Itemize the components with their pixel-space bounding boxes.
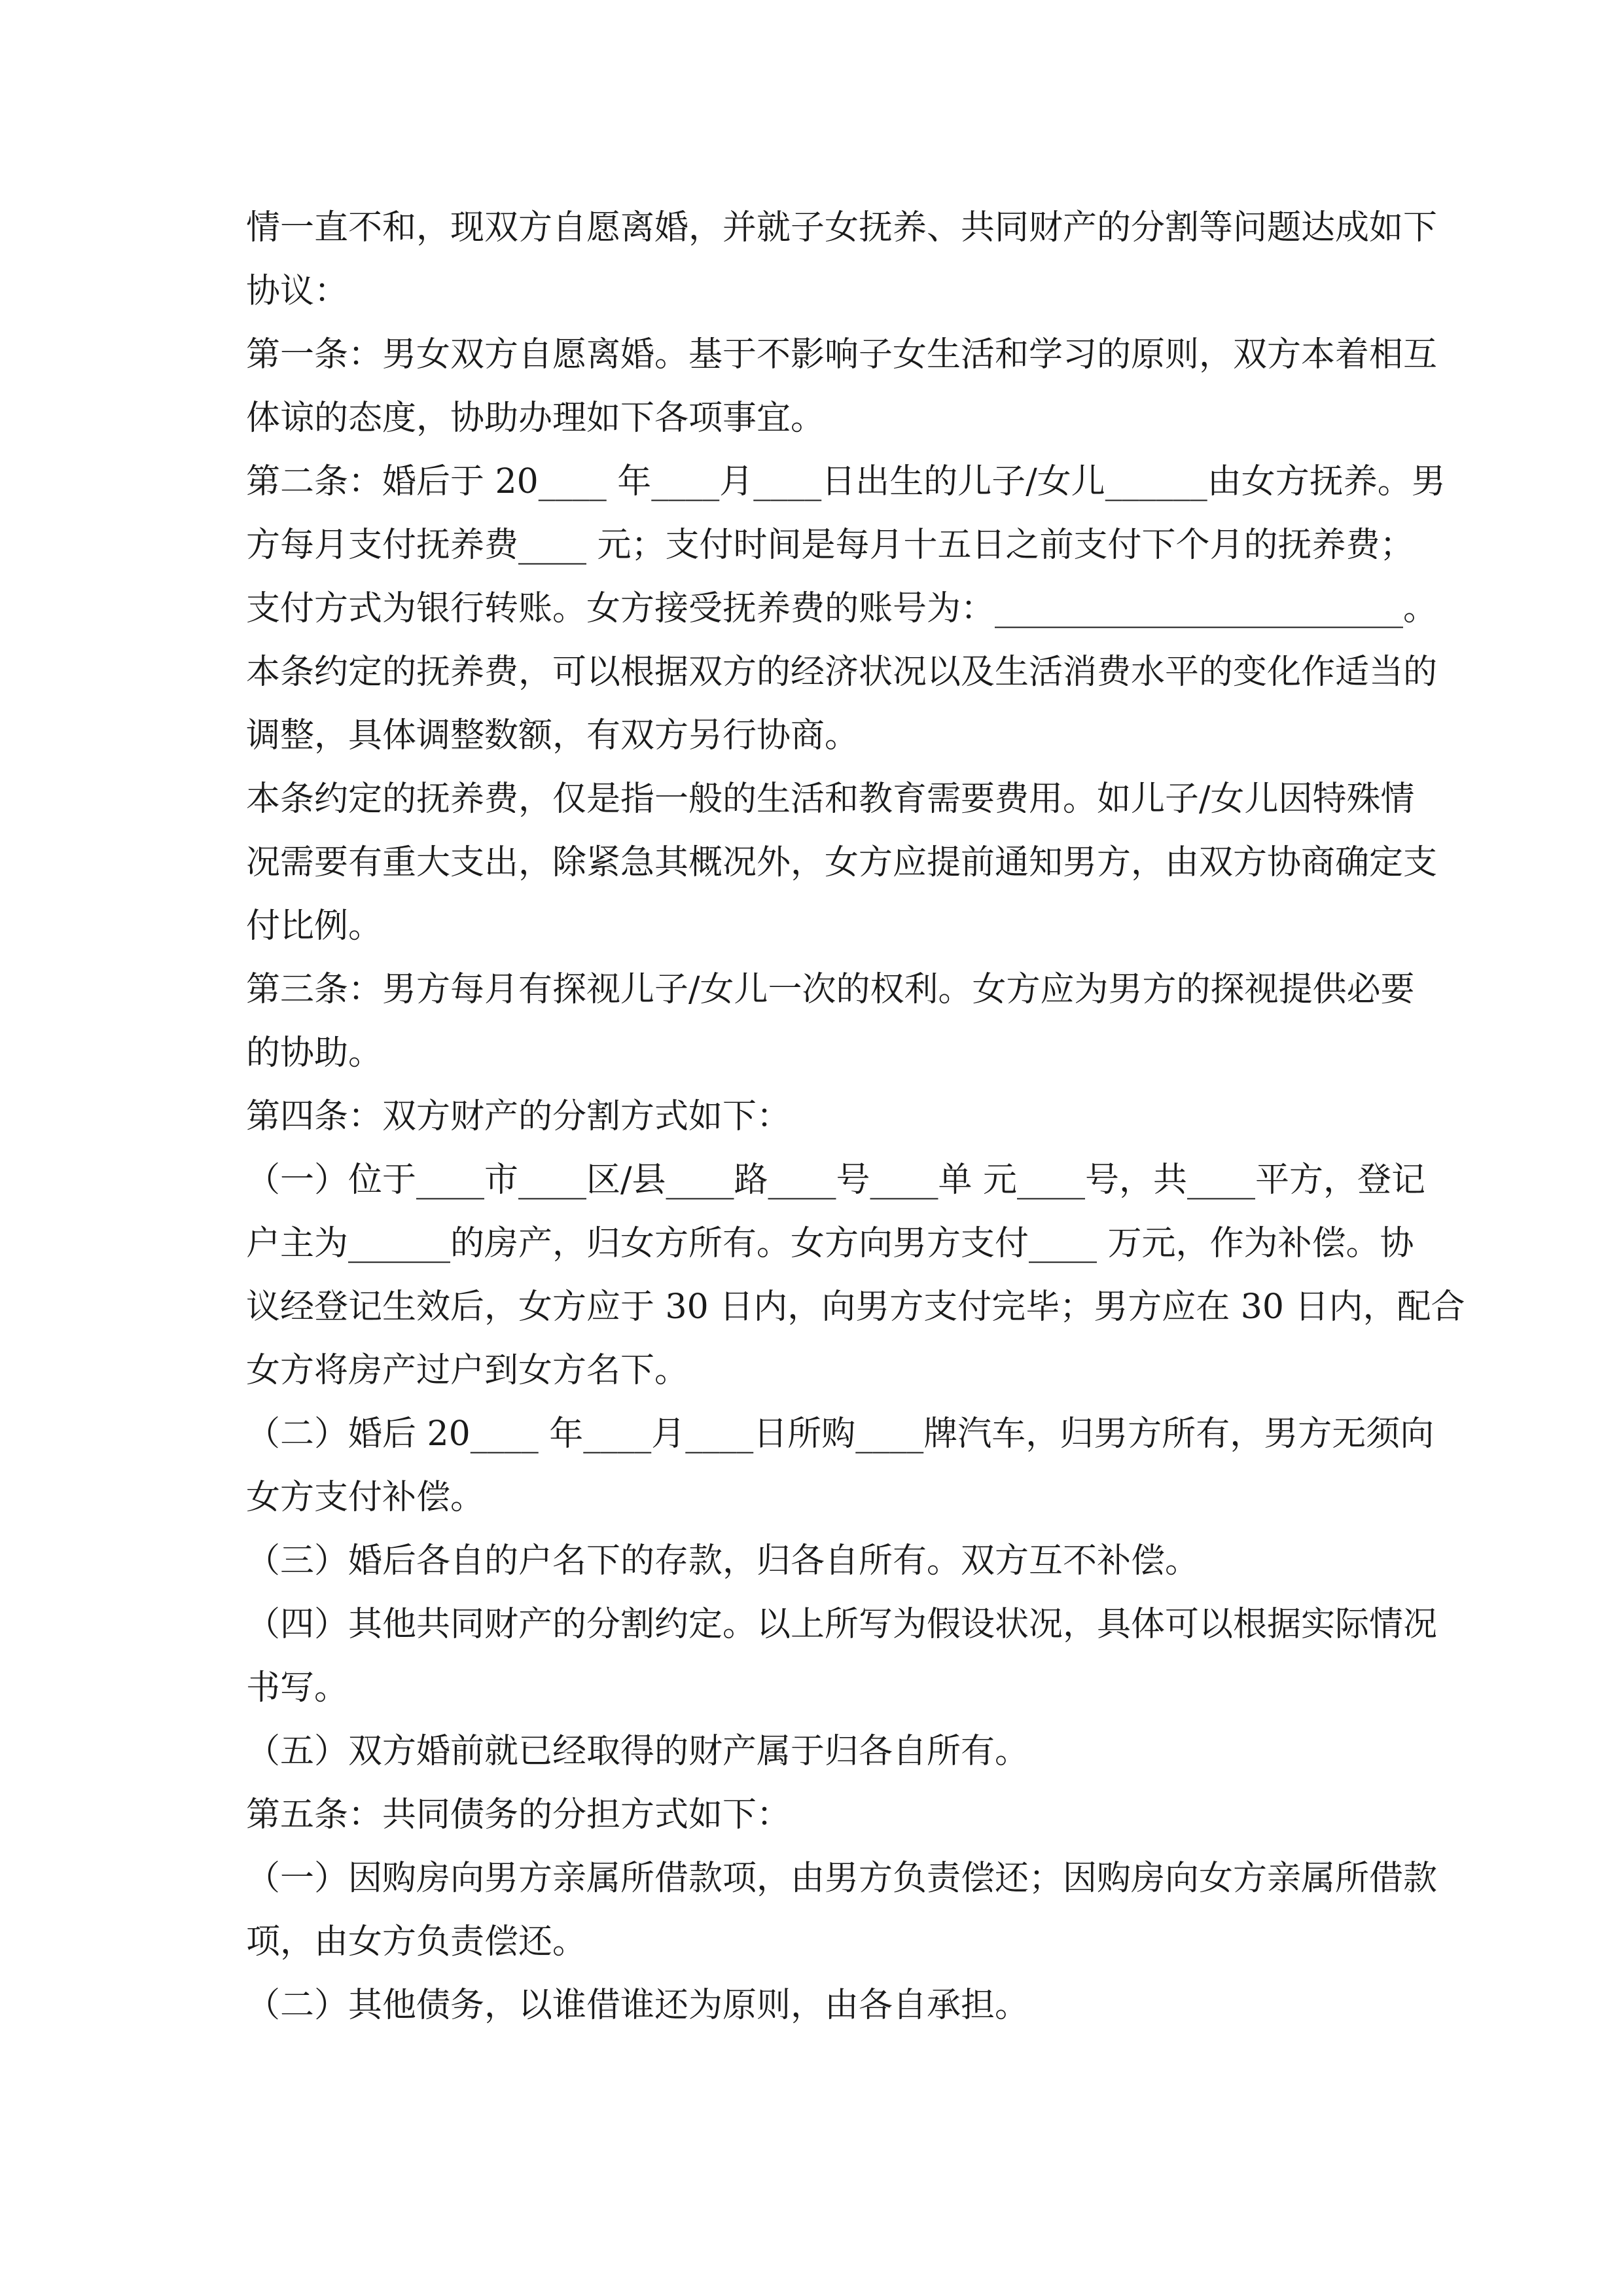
text-line: 情一直不和，现双方自愿离婚，并就子女抚养、共同财产的分割等问题达成如下 (246, 208, 1438, 247)
text-line: 本条约定的抚养费，仅是指一般的生活和教育需要费用。如儿子/女儿因特殊情 (246, 780, 1415, 819)
debt-item-2: （二）其他债务，以谁借谁还为原则，由各自承担。 (246, 1986, 1029, 2025)
article-3-line: 第三条：男方每月有探视儿子/女儿一次的权利。女方应为男方的探视提供必要 (246, 970, 1415, 1009)
text-line: 项，由女方负责偿还。 (246, 1922, 587, 1962)
article-2-line: 第二条：婚后于 20____ 年____月____日出生的儿子/女儿______由女方抚养。男 (246, 462, 1446, 501)
clause-item-1: （一）位于____市____区/县____路____号____单 元____号，共____平方，登记 (246, 1160, 1426, 1200)
text-line: 本条约定的抚养费，可以根据双方的经济状况以及生活消费水平的变化作适当的 (246, 653, 1438, 692)
text-line: 议经登记生效后，女方应于 30 日内，向男方支付完毕；男方应在 30 日内，配合 (246, 1287, 1465, 1327)
clause-item-2: （二）婚后 20____ 年____月____日所购____牌汽车，归男方所有，男方无须向 (246, 1414, 1435, 1454)
text-line: 书写。 (246, 1668, 349, 1708)
text-line: 调整，具体调整数额，有双方另行协商。 (246, 716, 859, 755)
text-line: 协议： (246, 272, 349, 311)
debt-item-1: （一）因购房向男方亲属所借款项，由男方负责偿还；因购房向女方亲属所借款 (246, 1859, 1438, 1898)
article-4-line: 第四条：双方财产的分割方式如下： (246, 1097, 791, 1136)
text-line: 支付方式为银行转账。女方接受抚养费的账号为：________________________。 (246, 589, 1438, 628)
text-line: 女方支付补偿。 (246, 1478, 485, 1517)
text-line: 的协助。 (246, 1033, 383, 1073)
text-line: 方每月支付抚养费____ 元；支付时间是每月十五日之前支付下个月的抚养费； (246, 526, 1414, 565)
document-body (246, 196, 1465, 2037)
text-line: 付比例。 (246, 906, 383, 946)
article-5-line: 第五条：共同债务的分担方式如下： (246, 1795, 791, 1835)
clause-item-3: （三）婚后各自的户名下的存款，归各自所有。双方互不补偿。 (246, 1541, 1200, 1581)
clause-item-5: （五）双方婚前就已经取得的财产属于归各自所有。 (246, 1732, 1029, 1771)
text-line: 体谅的态度，协助办理如下各项事宜。 (246, 399, 825, 438)
text-line: 况需要有重大支出，除紧急其概况外，女方应提前通知男方，由双方协商确定支 (246, 843, 1438, 882)
text-line: 女方将房产过户到女方名下。 (246, 1351, 689, 1390)
clause-item-4: （四）其他共同财产的分割约定。以上所写为假设状况，具体可以根据实际情况 (246, 1605, 1438, 1644)
text-line: 户主为______的房产，归女方所有。女方向男方支付____ 万元，作为补偿。协 (246, 1224, 1414, 1263)
article-1-line: 第一条：男女双方自愿离婚。基于不影响子女生活和学习的原则，双方本着相互 (246, 335, 1438, 374)
